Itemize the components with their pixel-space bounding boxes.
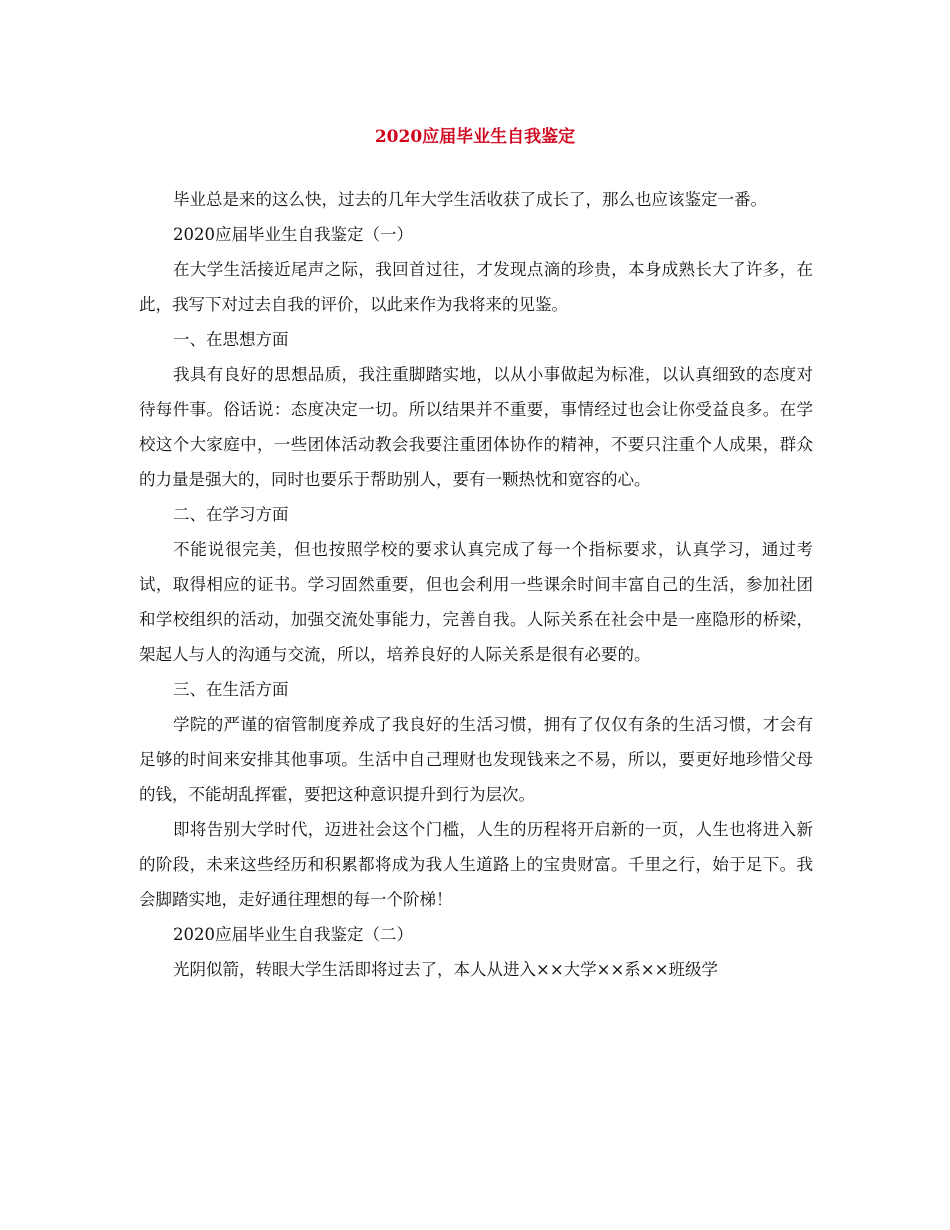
paragraph: 即将告别大学时代，迈进社会这个门槛，人生的历程将开启新的一页，人生也将进入新的阶段，未来这些经历和积累都将成为我人生道路上的宝贵财富。千里之行，始于足下。我会脚踏实地，走好通往理想的每一个阶梯！	[139, 820, 813, 909]
subheading-life: 三、在生活方面	[173, 680, 289, 699]
subheading-thought: 一、在思想方面	[173, 330, 289, 349]
section-heading-part-one: 2020应届毕业生自我鉴定（一）	[173, 225, 413, 244]
paragraph: 不能说很完美，但也按照学校的要求认真完成了每一个指标要求，认真学习，通过考试，取得相应的证书。学习固然重要，但也会利用一些课余时间丰富自己的生活，参加社团和学校组织的活动，加强交流处事能力，完善自我。人际关系在社会中是一座隐形的桥梁，架起人与人的沟通与交流，所以，培养良好的人际关系是很有必要的。	[139, 540, 813, 664]
subheading-study: 二、在学习方面	[173, 505, 289, 524]
paragraph-intro: 毕业总是来的这么快，过去的几年大学生活收获了成长了，那么也应该鉴定一番。	[173, 190, 767, 209]
paragraph: 学院的严谨的宿管制度养成了我良好的生活习惯，拥有了仅仅有条的生活习惯，才会有足够的时间来安排其他事项。生活中自己理财也发现钱来之不易，所以，要更好地珍惜父母的钱，不能胡乱挥霍，要把这种意识提升到行为层次。	[139, 715, 813, 804]
document-title: 2020应届毕业生自我鉴定	[374, 127, 576, 147]
section-heading-part-two: 2020应届毕业生自我鉴定（二）	[173, 925, 413, 944]
paragraph: 光阴似箭，转眼大学生活即将过去了，本人从进入××大学××系××班级学	[173, 960, 718, 979]
paragraph: 我具有良好的思想品质，我注重脚踏实地，以从小事做起为标准，以认真细致的态度对待每件事。俗话说：态度决定一切。所以结果并不重要，事情经过也会让你受益良多。在学校这个大家庭中，一些团体活动教会我要注重团体协作的精神，不要只注重个人成果，群众的力量是强大的，同时也要乐于帮助别人，要有一颗热忱和宽容的心。	[139, 365, 813, 489]
document-body	[139, 182, 813, 987]
paragraph: 在大学生活接近尾声之际，我回首过往，才发现点滴的珍贵，本身成熟长大了许多，在此，我写下对过去自我的评价，以此来作为我将来的见鉴。	[139, 260, 813, 314]
